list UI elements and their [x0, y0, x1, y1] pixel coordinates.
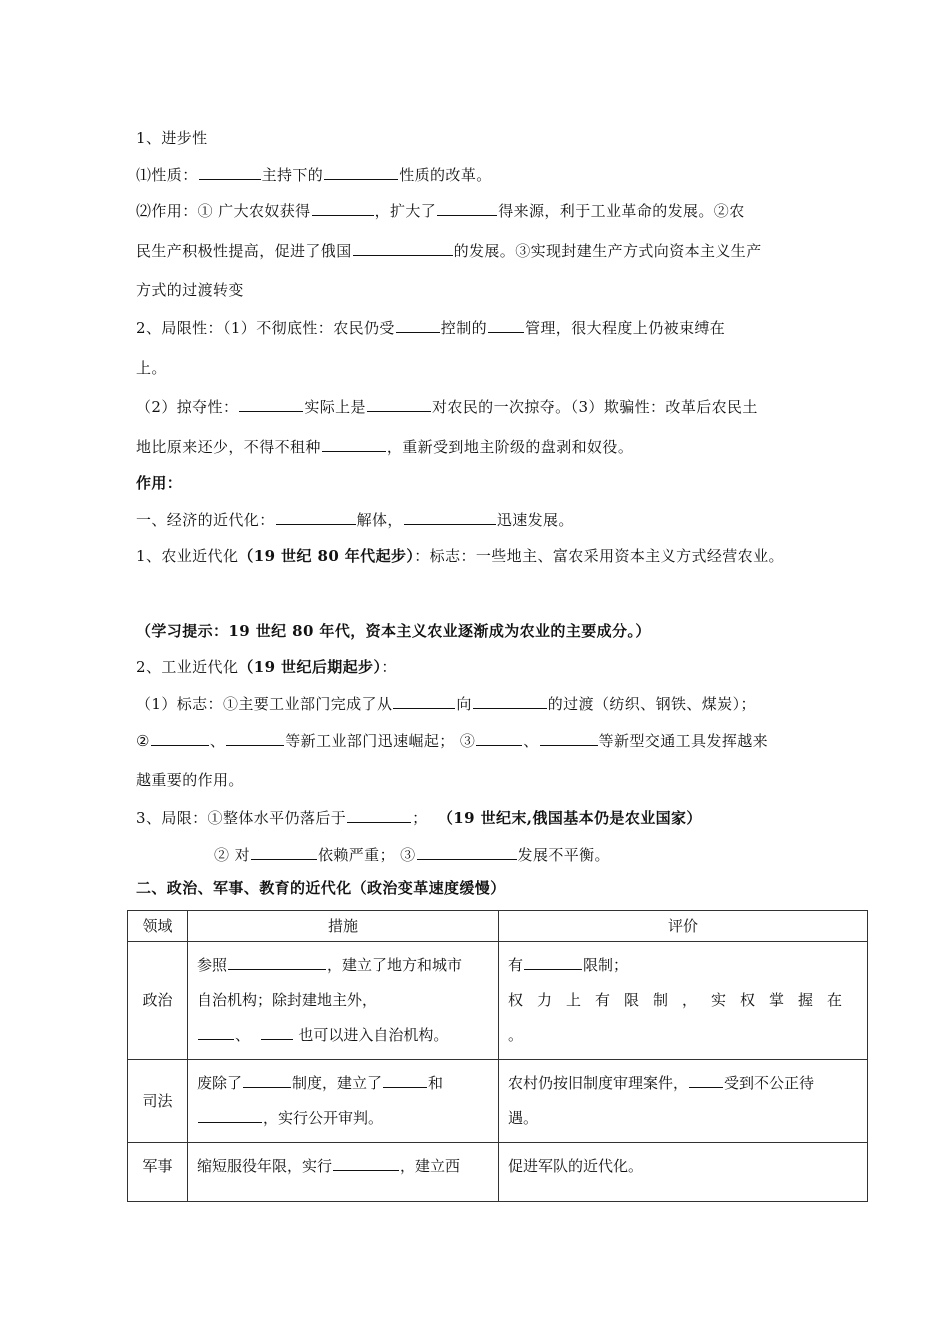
- fill-blank: [276, 508, 356, 525]
- measures-justice: 废除了 制度，建立了 和 ，实行公开审判。: [188, 1060, 499, 1143]
- line-19: ② 对 依赖严重； ③ 发展不平衡。: [214, 843, 610, 865]
- fill-blank: [239, 395, 303, 412]
- section-heading-effect: 作用：: [136, 474, 183, 492]
- line-2: ⑴性质： 主持下的 性质的改革。: [136, 163, 492, 185]
- area-politics: 政治: [128, 942, 188, 1060]
- fill-blank: [322, 435, 386, 452]
- fill-blank: [367, 395, 431, 412]
- fill-blank: [226, 729, 284, 746]
- fill-blank: [473, 692, 547, 709]
- evaluation-military: 促进军队的近代化。: [499, 1143, 868, 1202]
- line-9: 地比原来还少，不得不租种 ，重新受到地主阶级的盘剥和奴役。: [136, 435, 633, 457]
- fill-blank: [524, 953, 582, 970]
- line-6: 2、局限性：（1）不彻底性：农民仍受 控制的 管理，很大程度上仍被束缚在: [136, 316, 725, 338]
- table-row-politics: [128, 942, 868, 1060]
- measures-politics: 参照 ，建立了地方和城市 自治机构；除封建地主外， 、 也可以进入自治机构。: [188, 942, 499, 1060]
- line-18: 3、局限：①整体水平仍落后于 ； （19 世纪末,俄国基本仍是农业国家）: [136, 806, 702, 828]
- header-area: 领域: [128, 911, 188, 942]
- line-17: 越重要的作用。: [136, 771, 244, 789]
- fill-blank: [437, 199, 497, 216]
- line-4: 民生产积极性提高，促进了俄国 的发展。③实现封建生产方式向资本主义生产: [136, 239, 762, 261]
- fill-blank: [228, 953, 326, 970]
- fill-blank: [333, 1154, 399, 1171]
- fill-blank: [347, 806, 411, 823]
- fill-blank: [476, 729, 522, 746]
- fill-blank: [396, 316, 440, 333]
- fill-blank: [251, 843, 317, 860]
- line-11: 一、经济的近代化： 解体， 迅速发展。: [136, 508, 574, 530]
- line-16: ② 、 等新工业部门迅速崛起； ③ 、 等新型交通工具发挥越来: [136, 729, 768, 751]
- line-3: ⑵作用：① 广大农奴获得 ，扩大了 得来源，利于工业革命的发展。②农: [136, 199, 745, 221]
- line-12: 1、农业近代化（19 世纪 80 年代起步）：标志：一些地主、富农采用资本主义方式经营农业。: [136, 547, 784, 565]
- fill-blank: [151, 729, 209, 746]
- table-row-military: [128, 1143, 868, 1202]
- line-15: （1）标志：①主要工业部门完成了从 向 的过渡（纺织、钢铁、煤炭）；: [136, 692, 756, 714]
- area-military: 军事: [128, 1143, 188, 1202]
- fill-blank: [404, 508, 496, 525]
- table-row-justice: [128, 1060, 868, 1143]
- fill-blank: [312, 199, 374, 216]
- fill-blank: [198, 1023, 234, 1040]
- area-justice: 司法: [128, 1060, 188, 1143]
- fill-blank: [540, 729, 598, 746]
- header-measures: 措施: [188, 911, 499, 942]
- fill-blank: [198, 1106, 262, 1123]
- fill-blank: [393, 692, 455, 709]
- fill-blank: [353, 239, 453, 256]
- fill-blank: [417, 843, 517, 860]
- fill-blank: [383, 1071, 427, 1088]
- fill-blank: [243, 1071, 291, 1088]
- fill-blank: [199, 163, 261, 180]
- fill-blank: [488, 316, 524, 333]
- fill-blank: [261, 1023, 293, 1040]
- section-heading-politics: 二、政治、军事、教育的近代化（政治变革速度缓慢）: [136, 879, 506, 897]
- study-tip: （学习提示：19 世纪 80 年代，资本主义农业逐渐成为农业的主要成分。）: [136, 622, 651, 640]
- line-7: 上。: [136, 359, 167, 377]
- fill-blank: [324, 163, 398, 180]
- line-8: （2）掠夺性： 实际上是 对农民的一次掠夺。（3）欺骗性：改革后农民土: [136, 395, 758, 417]
- measures-military: 缩短服役年限，实行 ，建立西: [188, 1143, 499, 1202]
- fill-blank: [689, 1071, 723, 1088]
- line-14: 2、工业近代化（19 世纪后期起步）：: [136, 658, 397, 676]
- evaluation-justice: 农村仍按旧制度审理案件， 受到不公正待 遇。: [499, 1060, 868, 1143]
- evaluation-politics: 有 限制； 权力上有限制，实权掌握在 。: [499, 942, 868, 1060]
- reform-table: [127, 910, 868, 1202]
- line-1: 1、进步性: [136, 129, 208, 147]
- line-5: 方式的过渡转变: [136, 281, 244, 299]
- table-header-row: [128, 911, 868, 942]
- header-evaluation: 评价: [499, 911, 868, 942]
